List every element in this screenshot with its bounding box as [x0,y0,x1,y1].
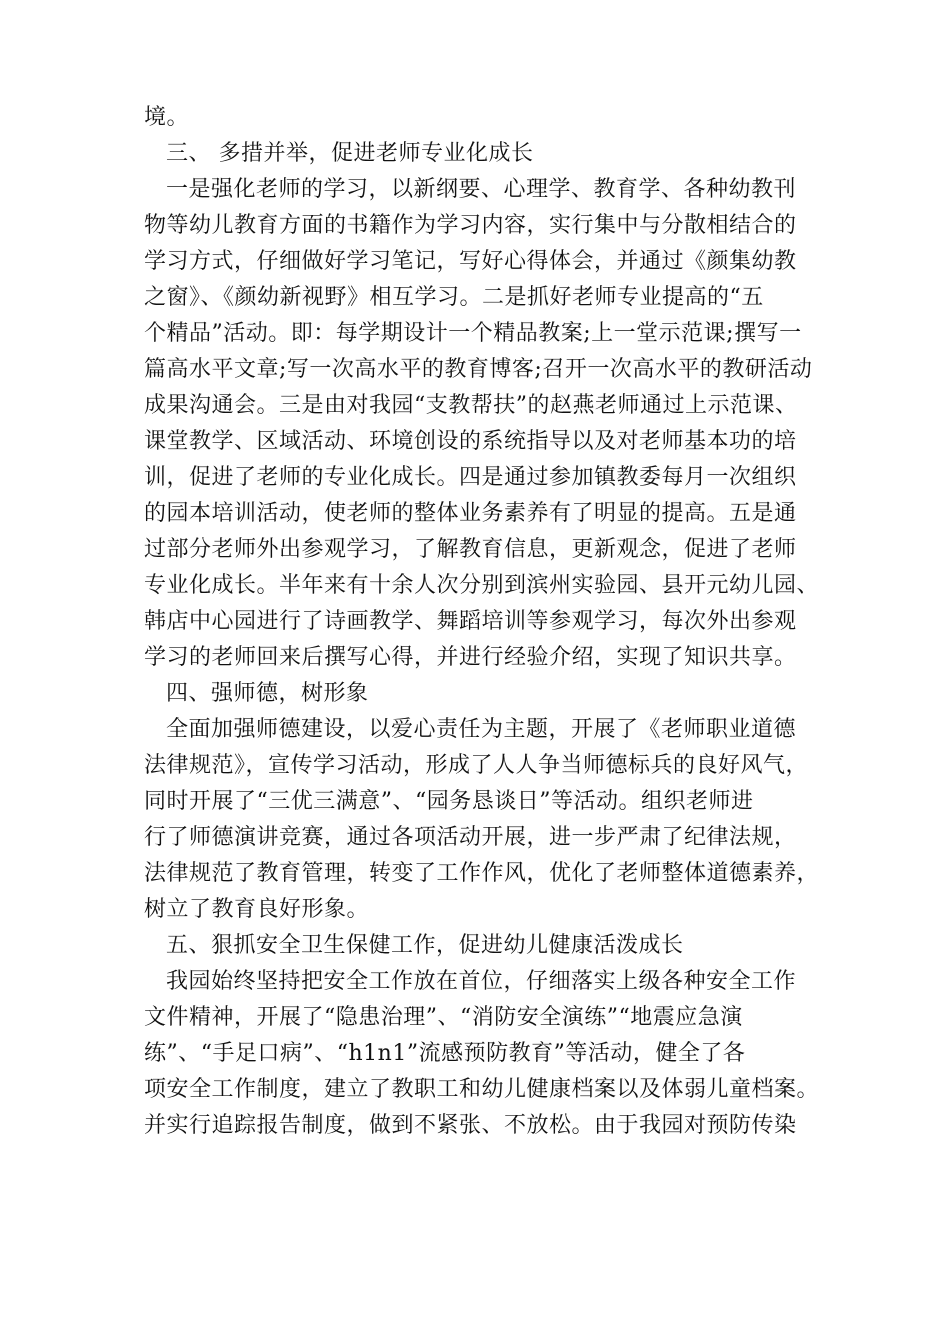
paragraph-line: 并实行追踪报告制度，做到不紧张、不放松。由于我园对预防传染 [144,1113,797,1138]
section-heading-5: 五、狠抓安全卫生保健工作，促进幼儿健康活泼成长 [166,933,684,958]
paragraph-line: 项安全工作制度，建立了教职工和幼儿健康档案以及体弱儿童档案。 [144,1077,820,1102]
paragraph-line: 篇高水平文章;写一次高水平的教育博客;召开一次高水平的教研活动 [144,357,813,382]
paragraph-line: 练”、“手足口病”、“h1n1”流感预防教育”等活动，健全了各 [144,1041,746,1066]
paragraph-line: 法律规范》，宣传学习活动，形成了人人争当师德标兵的良好风气， [144,753,809,778]
paragraph-line: 韩店中心园进行了诗画教学、舞蹈培训等参观学习，每次外出参观 [144,609,797,634]
paragraph-line: 个精品”活动。即：每学期设计一个精品教案;上一堂示范课;撰写一 [144,321,802,346]
paragraph-line: 过部分老师外出参观学习，了解教育信息，更新观念，促进了老师 [144,537,797,562]
paragraph-line: 法律规范了教育管理，转变了工作作风，优化了老师整体道德素养， [144,861,820,886]
paragraph-line: 全面加强师德建设，以爱心责任为主题，开展了《老师职业道德 [166,717,797,742]
section-heading-3: 三、 多措并举，促进老师专业化成长 [166,141,534,166]
paragraph-line: 学习的老师回来后撰写心得，并进行经验介绍，实现了知识共享。 [144,645,797,670]
paragraph-line: 专业化成长。半年来有十余人次分别到滨州实验园、县开元幼儿园、 [144,573,820,598]
paragraph-line: 文件精神，开展了“隐患治理”、“消防安全演练”“地震应急演 [144,1005,743,1030]
section-heading-4: 四、强师德，树形象 [166,681,369,706]
paragraph-line: 行了师德演讲竞赛，通过各项活动开展，进一步严肃了纪律法规， [144,825,797,850]
paragraph-line: 课堂教学、区域活动、环境创设的系统指导以及对老师基本功的培 [144,429,797,454]
paragraph-line: 学习方式，仔细做好学习笔记，写好心得体会，并通过《颜集幼教 [144,249,797,274]
paragraph-line: 树立了教育良好形象。 [144,897,370,922]
document-body [144,100,834,1144]
paragraph-line: 的园本培训活动，使老师的整体业务素养有了明显的提高。五是通 [144,501,797,526]
paragraph-line: 同时开展了“三优三满意”、“园务恳谈日”等活动。组织老师进 [144,789,754,814]
paragraph-line: 物等幼儿教育方面的书籍作为学习内容，实行集中与分散相结合的 [144,213,797,238]
paragraph-line: 成果沟通会。三是由对我园“支教帮扶”的赵燕老师通过上示范课、 [144,393,798,418]
paragraph-line: 训，促进了老师的专业化成长。四是通过参加镇教委每月一次组织 [144,465,797,490]
paragraph-line: 境。 [144,105,190,130]
paragraph-line: 之窗》、《颜幼新视野》相互学习。二是抓好老师专业提高的“五 [144,285,764,310]
paragraph-line: 一是强化老师的学习，以新纲要、心理学、教育学、各种幼教刊 [166,177,797,202]
paragraph-line: 我园始终坚持把安全工作放在首位，仔细落实上级各种安全工作 [166,969,797,994]
